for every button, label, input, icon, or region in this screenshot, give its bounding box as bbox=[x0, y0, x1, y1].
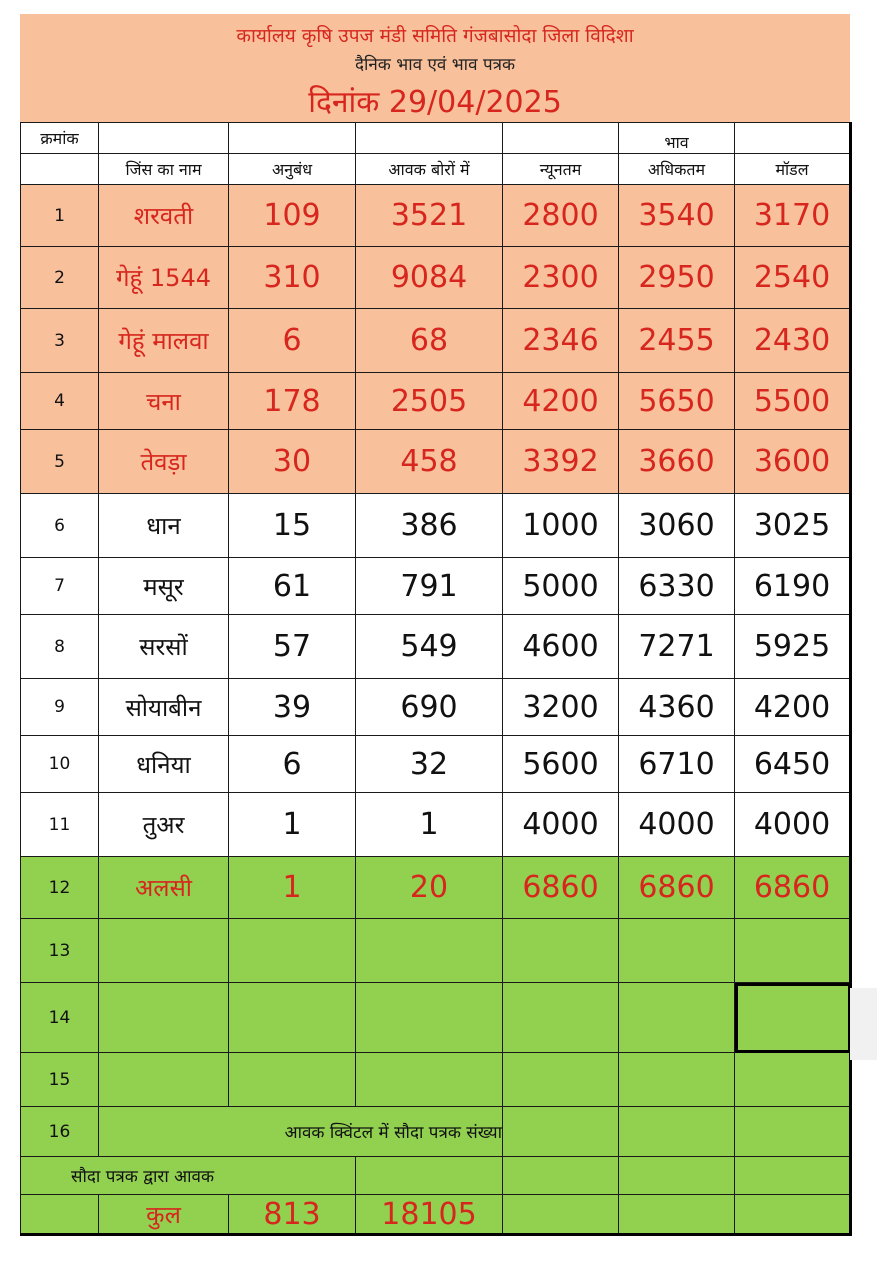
anubandh-cell: 6 bbox=[229, 309, 356, 373]
anubandh-cell: 30 bbox=[229, 430, 356, 494]
empty-row: 13 bbox=[21, 919, 851, 983]
model-price: 4200 bbox=[735, 679, 851, 736]
sheet-date: दिनांक 29/04/2025 bbox=[308, 85, 562, 120]
aavak-cell: 20 bbox=[356, 857, 503, 919]
aavak-cell: 1 bbox=[356, 793, 503, 857]
anubandh-cell: 178 bbox=[229, 373, 356, 430]
header-row-2 bbox=[21, 154, 851, 185]
commodity-name: अलसी bbox=[99, 857, 229, 919]
col-min-header: न्यूनतम bbox=[503, 154, 619, 185]
souda-label: सौदा पत्रक द्वारा आवक bbox=[21, 1157, 356, 1195]
row16-label: आवक क्विंटल में सौदा पत्रक संख्या bbox=[99, 1107, 503, 1157]
max-price: 2950 bbox=[619, 247, 735, 309]
commodity-row bbox=[21, 309, 851, 373]
aavak-cell: 690 bbox=[356, 679, 503, 736]
sheet-subtitle: दैनिक भाव एवं भाव पत्रक bbox=[354, 55, 516, 75]
min-price: 3392 bbox=[503, 430, 619, 494]
empty-row: 15 bbox=[21, 1053, 851, 1107]
min-price: 5600 bbox=[503, 736, 619, 793]
col-anubandh-header: अनुबंध bbox=[229, 154, 356, 185]
col-bhav-header: भाव bbox=[619, 123, 735, 154]
model-price: 5500 bbox=[735, 373, 851, 430]
serial-cell: 11 bbox=[21, 793, 99, 857]
office-title: कार्यालय कृषि उपज मंडी समिति गंजबासोदा जिला विदिशा bbox=[236, 25, 634, 47]
max-price: 6860 bbox=[619, 857, 735, 919]
min-price: 2300 bbox=[503, 247, 619, 309]
model-price: 5925 bbox=[735, 615, 851, 679]
total-aavak: 18105 bbox=[356, 1195, 503, 1235]
commodity-name: चना bbox=[99, 373, 229, 430]
col-serial-header: क्रमांक bbox=[21, 123, 99, 154]
sheet-header bbox=[20, 14, 850, 122]
commodity-name: गेहूं 1544 bbox=[99, 247, 229, 309]
min-price: 4600 bbox=[503, 615, 619, 679]
min-price: 5000 bbox=[503, 558, 619, 615]
serial-cell: 1 bbox=[21, 185, 99, 247]
commodity-row bbox=[21, 615, 851, 679]
serial-cell: 10 bbox=[21, 736, 99, 793]
serial-cell: 3 bbox=[21, 309, 99, 373]
max-price: 6330 bbox=[619, 558, 735, 615]
price-sheet bbox=[20, 14, 850, 1232]
model-price: 3025 bbox=[735, 494, 851, 558]
commodity-name: सोयाबीन bbox=[99, 679, 229, 736]
anubandh-cell: 1 bbox=[229, 793, 356, 857]
commodity-name: तेवड़ा bbox=[99, 430, 229, 494]
commodity-row bbox=[21, 494, 851, 558]
aavak-cell: 3521 bbox=[356, 185, 503, 247]
anubandh-cell: 6 bbox=[229, 736, 356, 793]
commodity-name: मसूर bbox=[99, 558, 229, 615]
commodity-row bbox=[21, 247, 851, 309]
commodity-row bbox=[21, 373, 851, 430]
model-price: 3600 bbox=[735, 430, 851, 494]
max-price: 3660 bbox=[619, 430, 735, 494]
price-table bbox=[20, 122, 852, 1236]
model-price: 2430 bbox=[735, 309, 851, 373]
anubandh-cell: 310 bbox=[229, 247, 356, 309]
commodity-row bbox=[21, 185, 851, 247]
min-price: 4000 bbox=[503, 793, 619, 857]
row-16: 16 आवक क्विंटल में सौदा पत्रक संख्या bbox=[21, 1107, 851, 1157]
serial-cell: 7 bbox=[21, 558, 99, 615]
max-price: 2455 bbox=[619, 309, 735, 373]
model-price: 3170 bbox=[735, 185, 851, 247]
commodity-row bbox=[21, 857, 851, 919]
max-price: 3540 bbox=[619, 185, 735, 247]
model-price: 6860 bbox=[735, 857, 851, 919]
min-price: 4200 bbox=[503, 373, 619, 430]
serial-cell: 4 bbox=[21, 373, 99, 430]
max-price: 7271 bbox=[619, 615, 735, 679]
total-anubandh: 813 bbox=[229, 1195, 356, 1235]
commodity-name: धान bbox=[99, 494, 229, 558]
commodity-name: धनिया bbox=[99, 736, 229, 793]
commodity-row bbox=[21, 430, 851, 494]
model-price: 6450 bbox=[735, 736, 851, 793]
total-label: कुल bbox=[99, 1195, 229, 1235]
col-max-header: अधिकतम bbox=[619, 154, 735, 185]
commodity-row bbox=[21, 558, 851, 615]
commodity-name: सरसों bbox=[99, 615, 229, 679]
serial-cell: 8 bbox=[21, 615, 99, 679]
max-price: 4000 bbox=[619, 793, 735, 857]
aavak-cell: 9084 bbox=[356, 247, 503, 309]
commodity-row bbox=[21, 679, 851, 736]
header-row-1 bbox=[21, 123, 851, 154]
aavak-cell: 68 bbox=[356, 309, 503, 373]
commodity-row bbox=[21, 793, 851, 857]
aavak-cell: 549 bbox=[356, 615, 503, 679]
aavak-cell: 2505 bbox=[356, 373, 503, 430]
min-price: 1000 bbox=[503, 494, 619, 558]
serial-cell: 6 bbox=[21, 494, 99, 558]
anubandh-cell: 39 bbox=[229, 679, 356, 736]
max-price: 6710 bbox=[619, 736, 735, 793]
selected-cell bbox=[735, 983, 851, 1053]
min-price: 3200 bbox=[503, 679, 619, 736]
aavak-cell: 386 bbox=[356, 494, 503, 558]
serial-cell: 12 bbox=[21, 857, 99, 919]
anubandh-cell: 57 bbox=[229, 615, 356, 679]
min-price: 6860 bbox=[503, 857, 619, 919]
max-price: 5650 bbox=[619, 373, 735, 430]
anubandh-cell: 15 bbox=[229, 494, 356, 558]
serial-cell: 2 bbox=[21, 247, 99, 309]
commodity-row bbox=[21, 736, 851, 793]
commodity-name: शरवती bbox=[99, 185, 229, 247]
aavak-cell: 791 bbox=[356, 558, 503, 615]
serial-cell: 5 bbox=[21, 430, 99, 494]
commodity-name: तुअर bbox=[99, 793, 229, 857]
max-price: 3060 bbox=[619, 494, 735, 558]
souda-row bbox=[21, 1157, 851, 1195]
anubandh-cell: 109 bbox=[229, 185, 356, 247]
col-aavak-header: आवक बोरों में bbox=[356, 154, 503, 185]
anubandh-cell: 61 bbox=[229, 558, 356, 615]
aavak-cell: 458 bbox=[356, 430, 503, 494]
max-price: 4360 bbox=[619, 679, 735, 736]
min-price: 2346 bbox=[503, 309, 619, 373]
model-price: 4000 bbox=[735, 793, 851, 857]
margin-strip bbox=[850, 988, 877, 1060]
empty-row: 14 bbox=[21, 983, 851, 1053]
model-price: 2540 bbox=[735, 247, 851, 309]
col-model-header: मॉडल bbox=[735, 154, 851, 185]
commodity-name: गेहूं मालवा bbox=[99, 309, 229, 373]
anubandh-cell: 1 bbox=[229, 857, 356, 919]
total-row bbox=[21, 1195, 851, 1235]
model-price: 6190 bbox=[735, 558, 851, 615]
serial-cell: 9 bbox=[21, 679, 99, 736]
col-name-header: जिंस का नाम bbox=[99, 154, 229, 185]
aavak-cell: 32 bbox=[356, 736, 503, 793]
min-price: 2800 bbox=[503, 185, 619, 247]
